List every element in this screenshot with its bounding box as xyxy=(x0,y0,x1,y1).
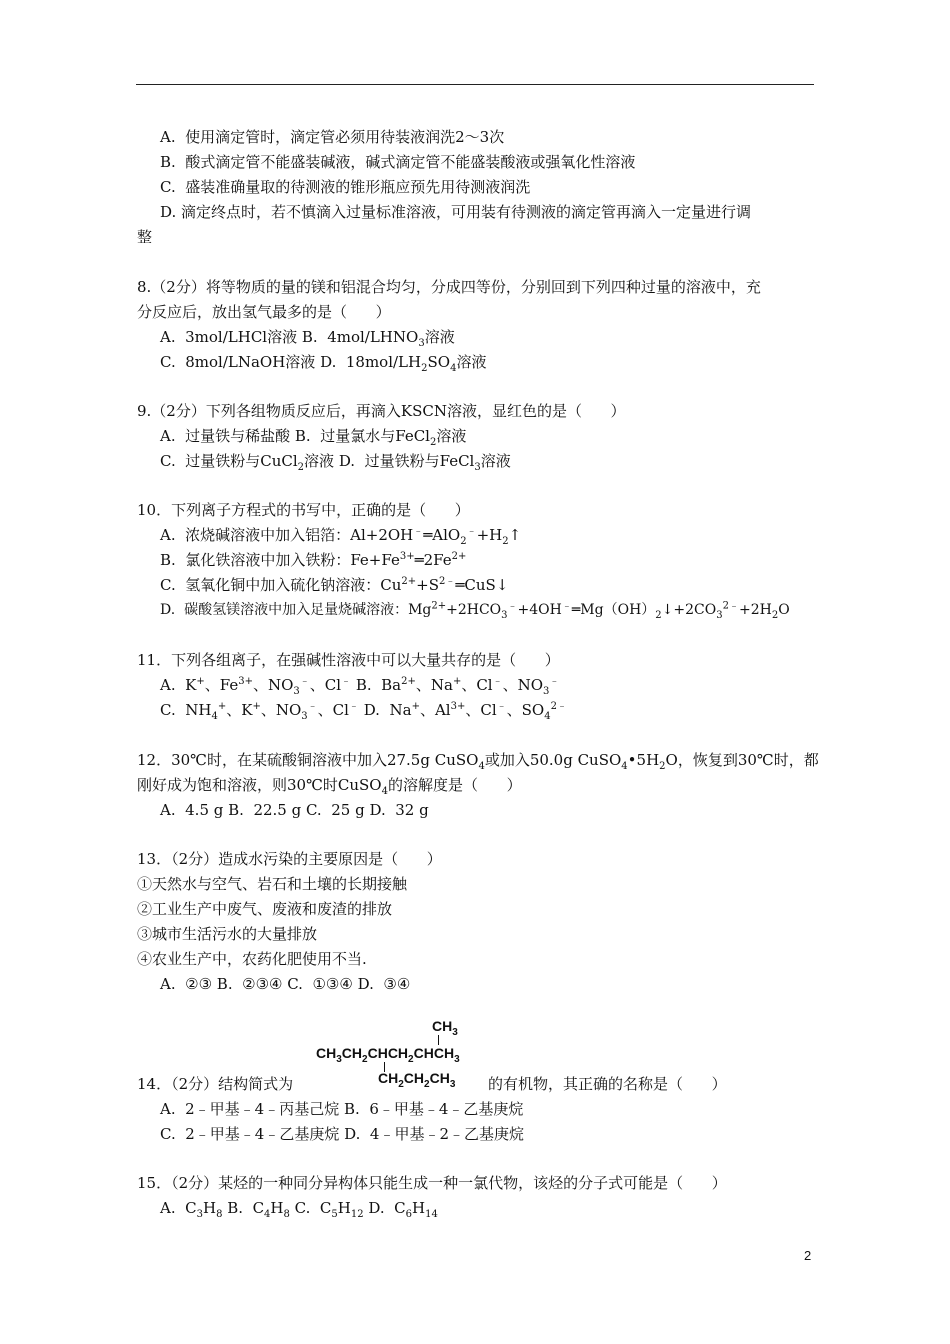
q7-option-c: C. 盛装准确量取的待测液的锥形瓶应预先用待测液润洗 xyxy=(160,178,531,196)
q14-structural-formula xyxy=(316,1018,496,1088)
q10-option-d: D. 碳酸氢镁溶液中加入足量烧碱溶液：$Mg^{2+}+2HCO_3^﹣+4OH^﹣═Mg(OH)_2↓+2CO_3^{2﹣}+2H_2O$ xyxy=(160,600,790,621)
q11-options-ab: A. K+、$Fe^{3+}$、$NO_3^﹣$、Cl﹣ B. $Ba^{2+}$、Na+、Cl﹣、$NO_3^﹣$ xyxy=(160,676,560,697)
q12-options: A. 4.5 g B. 22.5 g C. 25 g D. 32 g xyxy=(160,801,429,819)
q13-stem: 13．（2分）造成水污染的主要原因是（ ） xyxy=(137,850,442,868)
q13-item-1: ①天然水与空气、岩石和土壤的长期接触 xyxy=(137,875,408,893)
q14-options-cd: C. 2﹣甲基﹣4﹣乙基庚烷 D. 4﹣甲基﹣2﹣乙基庚烷 xyxy=(160,1125,524,1143)
q9-options-cd: C. 过量铁粉与CuCl$_2$溶液 D. 过量铁粉与FeCl$_3$溶液 xyxy=(160,452,511,473)
q13-item-4: ④农业生产中，农药化肥使用不当. xyxy=(137,950,367,968)
struct-main-chain: $CH_3CH_2CHCH_2CHCH_3$ xyxy=(316,1045,460,1065)
q7-option-b: B. 酸式滴定管不能盛装碱液，碱式滴定管不能盛装酸液或强氧化性溶液 xyxy=(160,153,636,171)
q8-options-cd: C. 8mol/LNaOH溶液 D. $18mol/LH_2SO_4$溶液 xyxy=(160,353,487,374)
struct-top-methyl: $CH_3$ xyxy=(432,1018,458,1038)
q10-option-a: A. 浓烧碱溶液中加入铝箔：$Al+2OH^﹣═AlO_2^﹣+H_2↑$ xyxy=(160,526,522,547)
header-rule xyxy=(136,84,814,85)
q10-stem: 10．下列离子方程式的书写中，正确的是（ ） xyxy=(137,501,470,519)
q12-stem-line1: 12．30℃时，在某硫酸铜溶液中加入27.5g CuSO$_4$或加入50.0g $CuSO_4•5H_2O$，恢复到30℃时，都 xyxy=(137,751,819,772)
q7-option-d-continued: 整 xyxy=(137,228,153,246)
struct-branch: $CH_2CH_2CH_3$ xyxy=(378,1070,456,1090)
q14-options-ab: A. 2﹣甲基﹣4﹣丙基己烷 B. 6﹣甲基﹣4﹣乙基庚烷 xyxy=(160,1100,524,1118)
q15-stem: 15．（2分）某烃的一种同分异构体只能生成一种一氯代物，该烃的分子式可能是（ ） xyxy=(137,1174,727,1192)
q9-stem: 9.（2分）下列各组物质反应后，再滴入KSCN溶液，显红色的是（ ） xyxy=(137,402,626,420)
q13-item-3: ③城市生活污水的大量排放 xyxy=(137,925,318,943)
q7-option-d: D. 滴定终点时，若不慎滴入过量标准溶液，可用装有待测液的滴定管再滴入一定量进行调 xyxy=(160,203,752,221)
q11-stem: 11．下列各组离子，在强碱性溶液中可以大量共存的是（ ） xyxy=(137,651,560,669)
q13-item-2: ②工业生产中废气、废液和废渣的排放 xyxy=(137,900,393,918)
q14-stem-suffix: 的有机物，其正确的名称是（ ） xyxy=(488,1075,727,1093)
q8-stem-line2: 分反应后，放出氢气最多的是（ ） xyxy=(137,303,391,321)
q15-options: A. $C_3H_8$ B. $C_4H_8$ C. $C_5H_{12}$ D. $C_6H_{14}$ xyxy=(160,1199,438,1220)
q14-stem-prefix: 14．（2分）结构简式为 xyxy=(137,1075,294,1093)
q12-stem-line2: 刚好成为饱和溶液，则30℃时CuSO$_4$的溶解度是（ ） xyxy=(137,776,522,797)
page-number: 2 xyxy=(804,1248,812,1263)
q8-stem-line1: 8.（2分）将等物质的量的镁和铝混合均匀，分成四等份，分别回到下列四种过量的溶液中，充 xyxy=(137,278,761,296)
q10-option-c: C. 氢氧化铜中加入硫化钠溶液：$Cu^{2+}+S^{2﹣}═CuS↓$ xyxy=(160,576,509,594)
q8-options-ab: A. 3mol/LHCl溶液 B. $4mol/LHNO_3$溶液 xyxy=(160,328,455,349)
q7-option-a: A. 使用滴定管时，滴定管必须用待装液润洗2～3次 xyxy=(160,128,505,146)
q9-options-ab: A. 过量铁与稀盐酸 B. 过量氯水与FeCl$_2$溶液 xyxy=(160,427,467,448)
q11-options-cd: C. $NH_4^+$、K+、$NO_3^﹣$、Cl﹣ D. Na+、$Al^{3+}$、Cl﹣、$SO_4^{2﹣}$ xyxy=(160,701,567,722)
q10-option-b: B. 氯化铁溶液中加入铁粉：$Fe+Fe^{3+}═2Fe^{2+}$ xyxy=(160,551,467,569)
q13-options: A. ②③ B. ②③④ C. ①③④ D. ③④ xyxy=(160,975,411,993)
struct-bond-up xyxy=(438,1035,439,1045)
